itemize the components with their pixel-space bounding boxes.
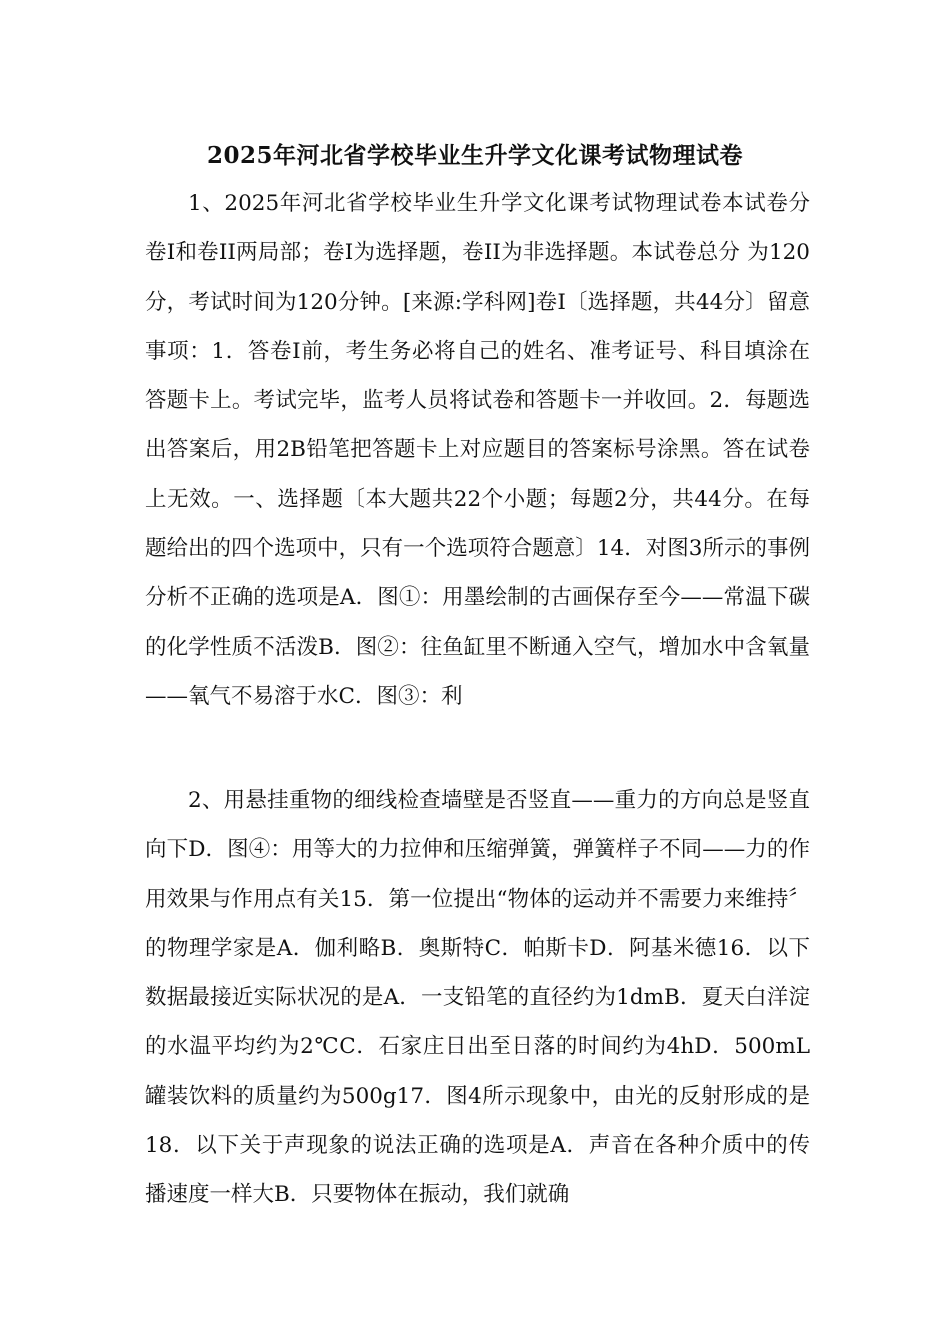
document-title: 2025年河北省学校毕业生升学文化课考试物理试卷 [206,142,743,169]
paragraph-1: 1、2025年河北省学校毕业生升学文化课考试物理试卷本试卷分卷Ⅰ和卷II两局部；卷Ⅰ为选择题，卷II为非选择题。本试卷总分 为120分，考试时间为120分钟。[来源:学科网]卷Ⅰ〔选择题，共44分〕留意事项：1．答卷Ⅰ前，考生务必将自己的姓名、准考证号、科目填涂在答题卡上。考试完毕，监考人员将试卷和答题卡一并收回。2．每题选出答案后，用2B铅笔把答题卡上对应题目的答案标号涂黑。答在试卷上无效。一、选择题〔本大题共22个小题；每题2分，共44分。在每题给出的四个选项中，只有一个选项符合题意〕14．对图3所示的事例分析不正确的选项是A．图①：用墨绘制的古画保存至今——常温下碳的化学性质不活泼B．图②：往鱼缸里不断通入空气，增加水中含氧量——氧气不易溶于水C．图③：利 [145,191,810,709]
paragraph-2: 2、用悬挂重物的细线检查墙壁是否竖直——重力的方向总是竖直向下D．图④：用等大的力拉伸和压缩弹簧，弹簧样子不同——力的作用效果与作用点有关15．第一位提出“物体的运动并不需要力来维持〞的物理学家是A．伽利略B．奥斯特C．帕斯卡D．阿基米德16．以下数据最接近实际状况的是A．一支铅笔的直径约为1dmB．夏天白洋淀的水温平均约为2℃C．石家庄日出至日落的时间约为4hD．500mL罐装饮料的质量约为500g17．图4所示现象中，由光的反射形成的是18．以下关于声现象的说法正确的选项是A．声音在各种介质中的传播速度一样大B．只要物体在振动，我们就确 [145,788,810,1208]
